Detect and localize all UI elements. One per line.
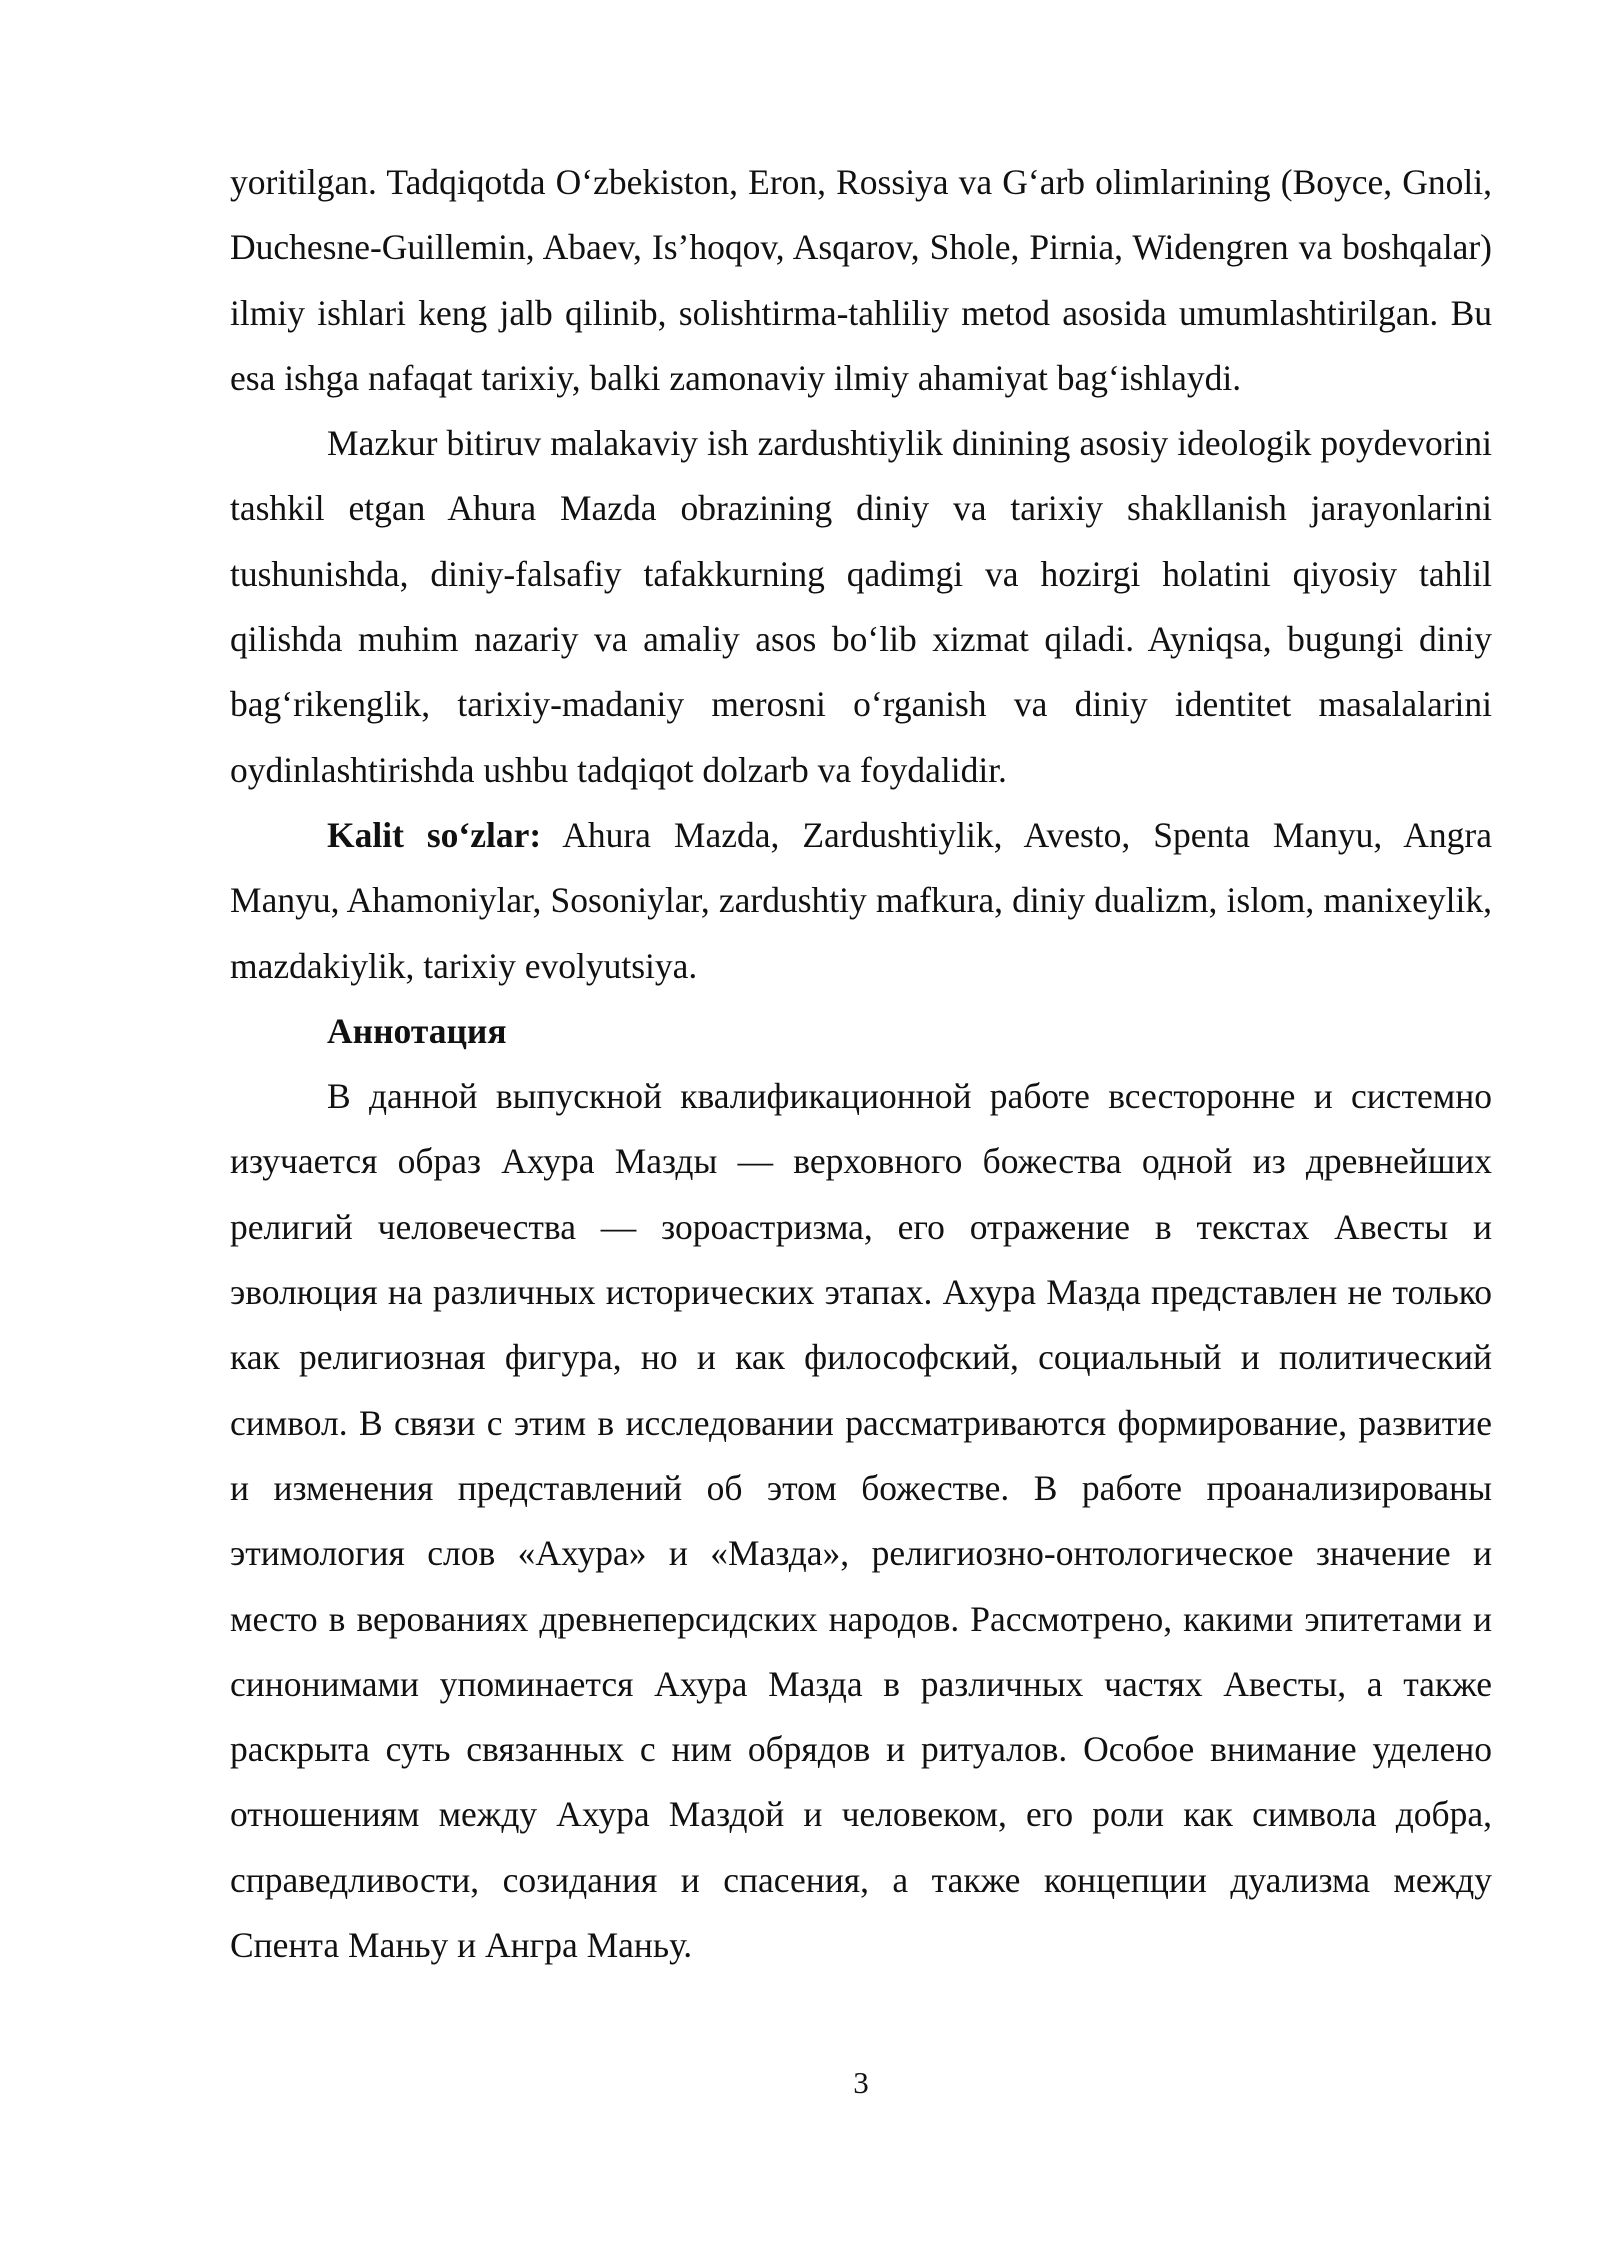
annotation-paragraph: В данной выпускной квалификационной работе всесторонне и системно изучается образ Ахура Мазды — верховного божества одной из древнейших религий человечества — зороастризма, его отражение в текстах Авесты и эволюция на различных исторических этапах. Ахура Мазда представлен не только как религиозная фигура, но и как философский, социальный и политический символ. В связи с этим в исследовании рассматриваются формирование, развитие и изменения представлений об этом божестве. В работе проанализированы этимология слов «Ахура» и «Мазда», религиозно-онтологическое значение и место в верованиях древнеперсидских народов. Рассмотрено, какими эпитетами и синонимами упоминается Ахура Мазда в различных частях Авесты, а также раскрыта суть связанных с ним обрядов и ритуалов. Особое внимание уделено отношениям между Ахура Маздой и человеком, его роли как символа добра, справедливости, созидания и спасения, а также концепции дуализма между Спента Маньу и Ангра Маньу.	[230, 1076, 1492, 1966]
keywords-paragraph	[230, 803, 1492, 999]
keywords-label: Kalit so‘zlar:	[327, 814, 542, 855]
keywords-list: Ahura Mazda, Zardushtiylik, Avesto, Spenta Manyu, Angra Manyu, Ahamoniylar, Sosoniylar, zardushtiy mafkura, diniy dualizm, islom, manixeylik, mazdakiylik, tarixiy evolyutsiya.	[230, 814, 1492, 986]
paragraph-significance: Mazkur bitiruv malakaviy ish zardushtiylik dinining asosiy ideologik poydevorini tashkil etgan Ahura Mazda obrazining diniy va tarixiy shakllanish jarayonlarini tushunishda, diniy-falsafiy tafakkurning qadimgi va hozirgi holatini qiyosiy tahlil qilishda muhim nazariy va amaliy asos bo‘lib xizmat qiladi. Ayniqsa, bugungi diniy bag‘rikenglik, tarixiy-madaniy merosni o‘rganish va diniy identitet masalalarini oydinlashtirishda ushbu tadqiqot dolzarb va foydalidir.	[230, 423, 1492, 790]
document-body	[230, 150, 1492, 1978]
annotation-heading: Аннотация	[327, 1010, 507, 1051]
paragraph-intro-continuation: yoritilgan. Tadqiqotda O‘zbekiston, Eron, Rossiya va G‘arb olimlarining (Boyce, Gnoli, Duchesne-Guillemin, Abaev, Is’hoqov, Asqarov, Shole, Pirnia, Widengren va boshqalar) ilmiy ishlari keng jalb qilinib, solishtirma-tahliliy metod asosida umumlashtirilgan. Bu esa ishga nafaqat tarixiy, balki zamonaviy ilmiy ahamiyat bag‘ishlaydi.	[230, 162, 1492, 398]
page-number: 3	[853, 2065, 869, 2100]
